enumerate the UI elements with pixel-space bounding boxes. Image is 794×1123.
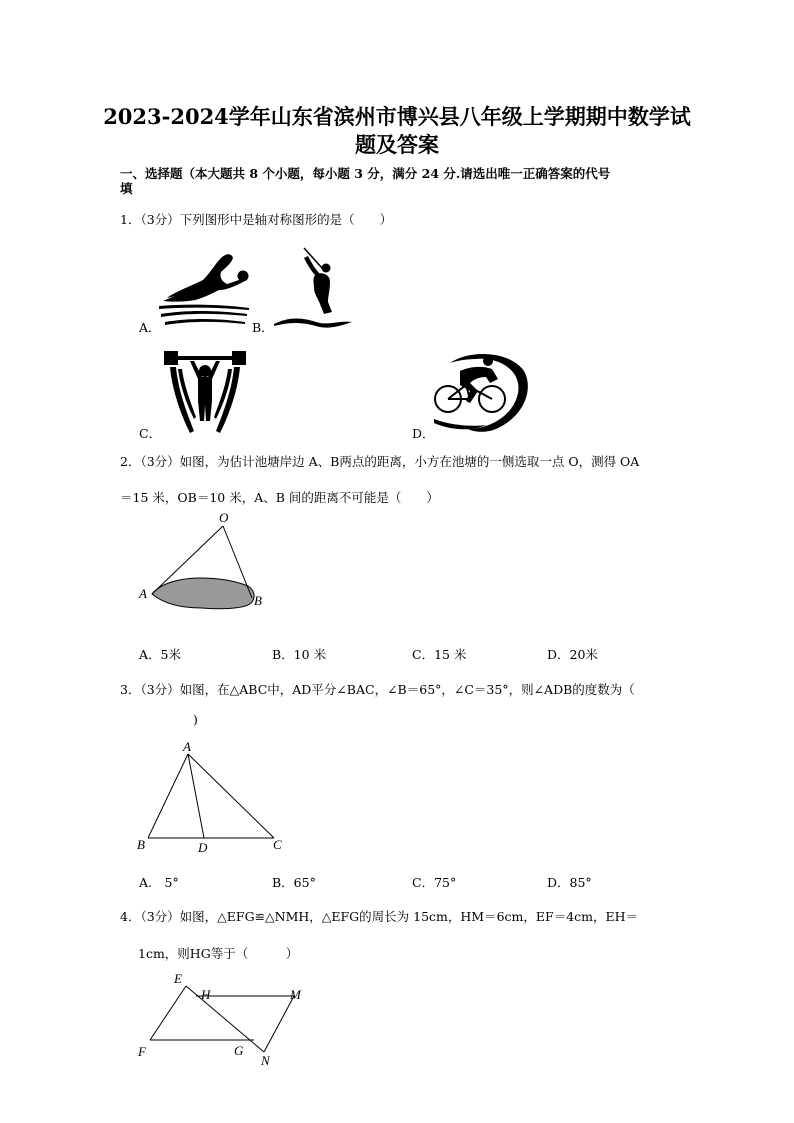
point-d-label: D — [198, 840, 208, 855]
point-f-label: F — [138, 1044, 146, 1059]
question-3-line2: ) — [193, 712, 198, 727]
vertex-b-label: B — [137, 837, 145, 852]
q1-option-d-label: D． — [412, 426, 435, 441]
question-2-line2: ＝15 米，OB＝10 米，A、B 间的距离不可能是（ ） — [120, 490, 439, 505]
point-a-label: A — [139, 586, 147, 601]
document-title-line1: 2023-2024学年山东省滨州市博兴县八年级上学期期中数学试 — [103, 104, 691, 129]
q3-option-a: A. 5° — [139, 875, 179, 890]
q3-option-c: C．75° — [412, 875, 457, 890]
question-1-stem: 1．（3分）下列图形中是轴对称图形的是（ ） — [120, 212, 393, 227]
section-header — [120, 166, 690, 196]
point-h-label: H — [201, 987, 211, 1002]
question-3-line1: 3．（3分）如图，在△ABC中，AD平分∠BAC，∠B＝65°，∠C＝35°，则∠ADB的度数为（ — [120, 682, 635, 697]
section-header-line2: 填 — [120, 181, 133, 196]
cyclist-figure — [430, 349, 530, 435]
q2-option-b: B．10 米 — [272, 647, 327, 662]
q2-option-a: A．5米 — [139, 647, 181, 662]
vertex-a-label: A — [183, 739, 191, 754]
q2-option-c: C．15 米 — [412, 647, 467, 662]
weightlifter-figure — [160, 349, 250, 437]
q1-option-b-label: B． — [252, 320, 274, 335]
pond-diagram — [130, 512, 280, 614]
q3-option-d: D．85° — [547, 875, 592, 890]
section-header-line1: 一、选择题（本大题共 8 个小题，每小题 3 分，满分 24 分.请选出唯一正确答案的代号 — [120, 166, 611, 181]
point-n-label: N — [261, 1053, 270, 1068]
point-g-label: G — [234, 1043, 244, 1058]
vertex-c-label: C — [273, 837, 282, 852]
q2-option-d: D．20米 — [547, 647, 598, 662]
volleyball-player-figure — [155, 246, 255, 330]
point-b-label: B — [254, 593, 262, 608]
congruent-triangles-diagram — [130, 966, 320, 1072]
question-4-line1: 4．（3分）如图，△EFG≌△NMH，△EFG的周长为 15cm，HM＝6cm，EF＝4cm，EH＝ — [120, 909, 639, 924]
triangle-abc-diagram — [134, 738, 294, 858]
q1-option-a-label: A． — [139, 320, 161, 335]
question-2-line1: 2．（3分）如图，为估计池塘岸边 A、B两点的距离，小方在池塘的一侧选取一点 O，测得 OA — [120, 454, 640, 469]
point-m-label: M — [290, 987, 301, 1002]
question-4-line2: 1cm，则HG等于（ ） — [138, 946, 299, 961]
q3-option-b: B．65° — [272, 875, 316, 890]
point-e-label: E — [174, 971, 182, 986]
golfer-figure — [270, 246, 356, 332]
q1-option-c-label: C． — [139, 426, 162, 441]
point-o-label: O — [219, 512, 229, 525]
document-title-line2: 题及答案 — [355, 132, 439, 157]
